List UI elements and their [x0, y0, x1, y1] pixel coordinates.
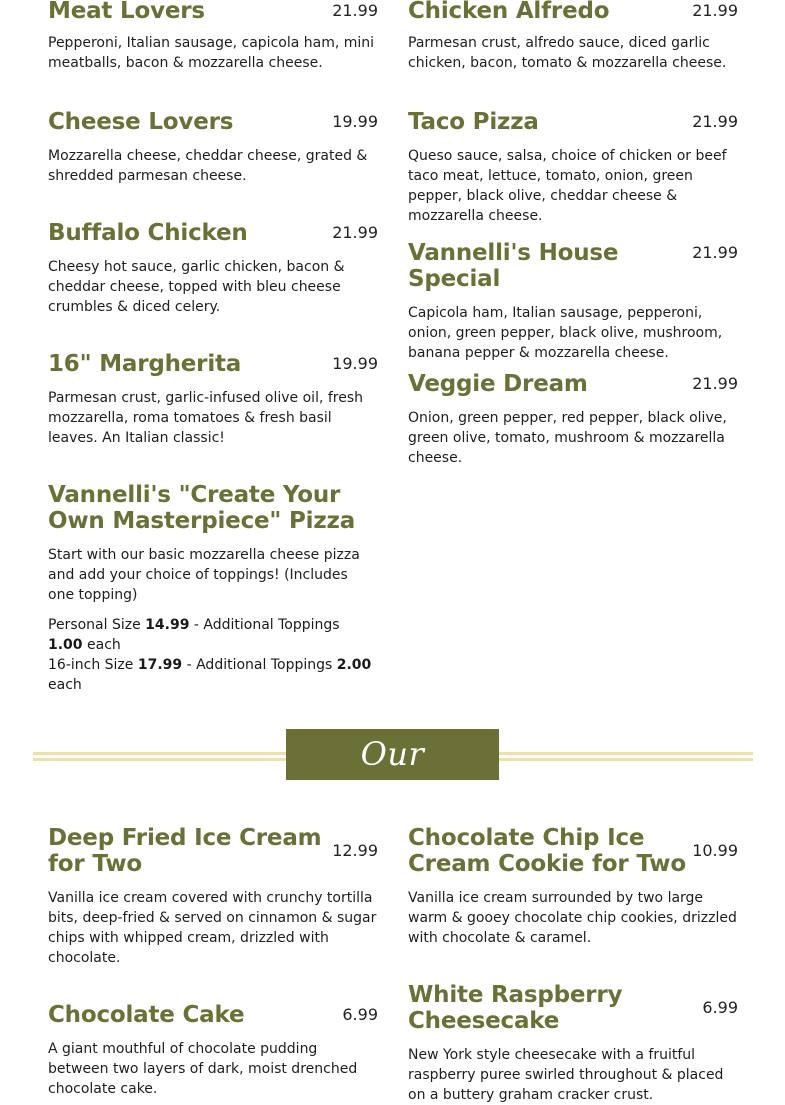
item-title: Chicken Alfredo [408, 0, 610, 24]
item-description: Capicola ham, Italian sausage, pepperoni, onion, green pepper, black olive, mushroom, banana pepper & mozzarella cheese. [408, 305, 723, 361]
item-description: Queso sauce, salsa, choice of chicken or beef taco meat, lettuce, tomato, onion, green pepper, black olive, cheddar cheese & mozzarella cheese. [408, 148, 727, 224]
item-price: 21.99 [692, 112, 738, 131]
item-title: White Raspberry Cheesecake [408, 982, 623, 1034]
item-description: Start with our basic mozzarella cheese pizza and add your choice of toppings! (Includes one topping) [48, 547, 360, 603]
item-price: 19.99 [332, 354, 378, 373]
menu-item-chocolate-cake [48, 1002, 378, 1099]
personal-size-pricing [48, 615, 378, 655]
size-price: 14.99 [145, 617, 190, 633]
item-title: Buffalo Chicken [48, 220, 248, 246]
item-description: Parmesan crust, alfredo sauce, diced garlic chicken, bacon, tomato & mozzarella cheese. [408, 35, 727, 71]
menu-item-house-special [408, 240, 738, 363]
menu-item-chicken-alfredo [408, 0, 738, 73]
item-title: Chocolate Cake [48, 1002, 245, 1028]
item-title: Taco Pizza [408, 109, 539, 135]
item-title: Deep Fried Ice Cream for Two [48, 825, 322, 877]
menu-item-margherita [48, 351, 378, 448]
item-description: Onion, green pepper, red pepper, black olive, green olive, tomato, mushroom & mozzarella cheese. [408, 410, 727, 466]
item-price: 21.99 [692, 374, 738, 393]
item-title: Veggie Dream [408, 371, 588, 397]
item-description: Pepperoni, Italian sausage, capicola ham, mini meatballs, bacon & mozzarella cheese. [48, 35, 375, 71]
item-description: Vanilla ice cream surrounded by two large warm & gooey chocolate chip cookies, drizzled with chocolate & caramel. [408, 890, 737, 946]
menu-item-chocolate-chip-cookie [408, 825, 738, 948]
item-description: Parmesan crust, garlic-infused olive oil, fresh mozzarella, roma tomatoes & fresh basil leaves. An Italian classic! [48, 390, 364, 446]
16-inch-size-pricing [48, 655, 378, 695]
toppings-price: 1.00 [48, 637, 83, 653]
item-description: New York style cheesecake with a fruitful raspberry puree swirled throughout & placed on a buttery graham cracker crust. [408, 1047, 724, 1103]
item-title: Vannelli's "Create Your Own Masterpiece" Pizza [48, 482, 356, 534]
menu-item-white-raspberry-cheesecake [408, 982, 738, 1105]
menu-item-veggie-dream [408, 371, 738, 468]
item-description: Cheesy hot sauce, garlic chicken, bacon & cheddar cheese, topped with bleu cheese crumbles & diced celery. [48, 259, 345, 315]
size-label: Personal Size [48, 617, 141, 633]
each-label: each [48, 677, 82, 693]
section-heading-desserts: Our Desserts [286, 729, 499, 780]
item-price: 19.99 [332, 112, 378, 131]
item-description: Vanilla ice cream covered with crunchy tortilla bits, deep-fried & served on cinnamon & sugar chips with whipped cream, drizzled with chocolate. [48, 890, 377, 966]
menu-item-create-your-own [48, 482, 378, 695]
item-price: 21.99 [692, 243, 738, 262]
menu-item-buffalo-chicken [48, 220, 378, 317]
item-title: Meat Lovers [48, 0, 205, 24]
menu-item-cheese-lovers [48, 109, 378, 186]
toppings-price: 2.00 [336, 657, 372, 673]
item-price: 12.99 [332, 841, 378, 860]
item-title: Cheese Lovers [48, 109, 234, 135]
menu-item-taco-pizza [408, 109, 738, 226]
item-price: 21.99 [692, 1, 738, 20]
item-price: 10.99 [692, 841, 738, 860]
item-description: Mozzarella cheese, cheddar cheese, grated & shredded parmesan cheese. [48, 148, 368, 184]
item-description: A giant mouthful of chocolate pudding between two layers of dark, moist drenched chocolate cake. [48, 1041, 358, 1097]
item-title: Chocolate Chip Ice Cream Cookie for Two [408, 825, 686, 877]
item-title: 16" Margherita [48, 351, 242, 377]
each-label: each [87, 637, 121, 653]
toppings-label: - Additional Toppings [186, 657, 333, 673]
toppings-label: - Additional Toppings [193, 617, 340, 633]
item-price: 6.99 [702, 998, 738, 1017]
item-price: 6.99 [342, 1005, 378, 1024]
item-price: 21.99 [332, 1, 378, 20]
item-title: Vannelli's House Special [408, 240, 619, 292]
menu-item-deep-fried-ice-cream [48, 825, 378, 968]
size-price: 17.99 [137, 657, 183, 673]
item-price: 21.99 [332, 223, 378, 242]
size-label: 16-inch Size [48, 657, 134, 673]
menu-item-meat-lovers [48, 0, 378, 73]
